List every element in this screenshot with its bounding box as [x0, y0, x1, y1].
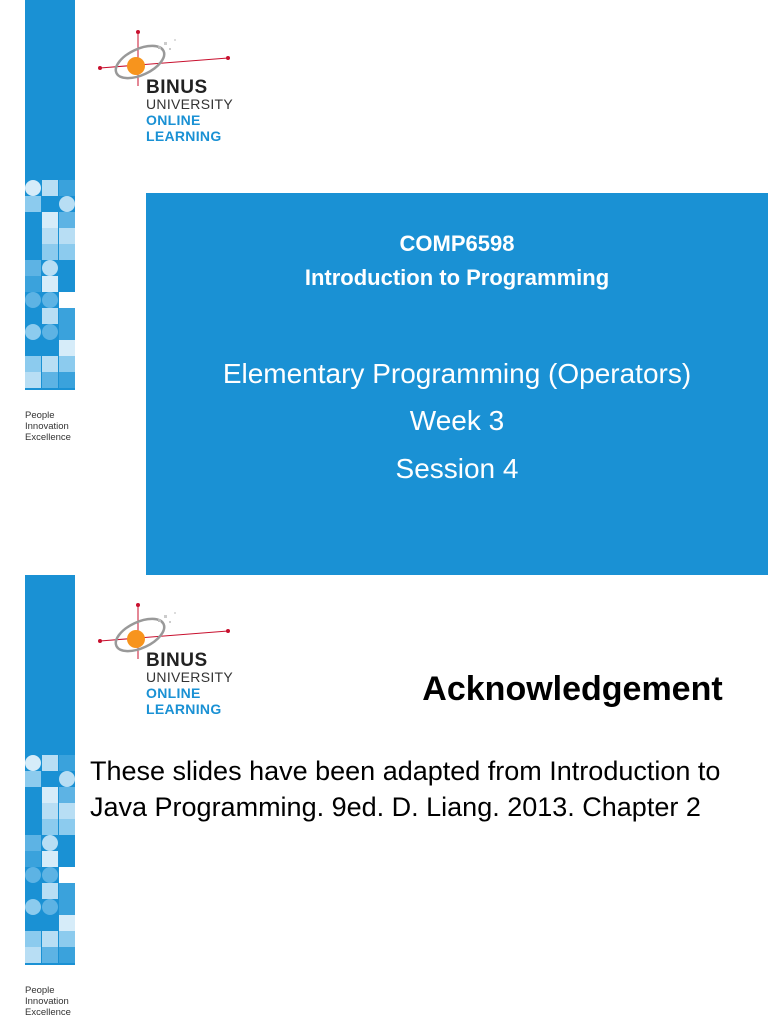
decorative-tile — [59, 771, 75, 787]
logo-brand: BINUS — [146, 77, 208, 98]
decorative-tile — [59, 372, 75, 388]
acknowledgement-heading: Acknowledgement — [422, 670, 723, 708]
decorative-tile — [59, 883, 75, 899]
decorative-tile — [59, 803, 75, 819]
side-decoration-strip — [25, 0, 75, 390]
decorative-tile — [59, 899, 75, 915]
decorative-tile — [59, 787, 75, 803]
decorative-tile — [59, 931, 75, 947]
tagline-excellence: Excellence — [25, 432, 71, 443]
decorative-tile — [59, 196, 75, 212]
decorative-tile — [25, 276, 41, 292]
decorative-tile — [25, 851, 41, 867]
decorative-tile — [42, 931, 58, 947]
decorative-tile — [42, 244, 58, 260]
decorative-tile — [59, 180, 75, 196]
decorative-tile — [42, 867, 58, 883]
decorative-tile — [59, 819, 75, 835]
decorative-tile — [59, 228, 75, 244]
course-code: COMP6598 — [399, 231, 515, 256]
decorative-tile — [42, 947, 58, 963]
decorative-tile — [59, 292, 75, 308]
decorative-tile — [59, 867, 75, 883]
decorative-tile — [42, 851, 58, 867]
decorative-tile — [42, 803, 58, 819]
decorative-tile — [42, 883, 58, 899]
decorative-tile — [59, 308, 75, 324]
title-box — [146, 193, 768, 575]
decorative-tile — [42, 260, 58, 276]
decorative-tile — [59, 755, 75, 771]
tagline — [25, 985, 71, 1018]
decorative-tile — [42, 819, 58, 835]
tagline-excellence: Excellence — [25, 1007, 71, 1018]
decorative-tile — [42, 180, 58, 196]
decorative-tile — [59, 915, 75, 931]
decorative-tiles — [25, 755, 75, 965]
topic-title: Elementary Programming (Operators) — [222, 358, 692, 389]
decorative-tile — [42, 292, 58, 308]
decorative-tile — [25, 372, 41, 388]
logo-online: ONLINE — [146, 685, 201, 701]
decorative-tile — [25, 180, 41, 196]
logo-brand: BINUS — [146, 650, 208, 671]
decorative-tile — [25, 196, 41, 212]
decorative-tile — [25, 835, 41, 851]
decorative-tile — [59, 324, 75, 340]
decorative-tile — [42, 835, 58, 851]
tagline — [25, 410, 71, 443]
tagline-innovation: Innovation — [25, 996, 69, 1007]
decorative-tile — [42, 228, 58, 244]
logo-university: UNIVERSITY — [146, 669, 234, 685]
decorative-tile — [25, 260, 41, 276]
decorative-tile — [59, 212, 75, 228]
decorative-tile — [59, 947, 75, 963]
decorative-tile — [59, 356, 75, 372]
binus-logo — [98, 28, 258, 158]
decorative-tile — [59, 244, 75, 260]
decorative-tile — [25, 292, 41, 308]
decorative-tile — [25, 771, 41, 787]
logo-learning: LEARNING — [146, 701, 222, 717]
acknowledgement-body: These slides have been adapted from Introduction to Java Programming. 9ed. D. Liang. 2013. Chapter 2 — [90, 756, 721, 822]
logo-wordmark — [146, 650, 234, 717]
decorative-tile — [59, 340, 75, 356]
logo-wordmark — [146, 77, 234, 144]
decorative-tile — [25, 324, 41, 340]
decorative-tile — [25, 899, 41, 915]
decorative-tile — [42, 899, 58, 915]
decorative-tile — [42, 212, 58, 228]
decorative-tile — [42, 276, 58, 292]
session-label: Session 4 — [395, 453, 519, 484]
tagline-people: People — [25, 985, 55, 996]
decorative-tile — [42, 324, 58, 340]
logo-learning: LEARNING — [146, 128, 222, 144]
decorative-tile — [25, 356, 41, 372]
decorative-tile — [25, 867, 41, 883]
course-name: Introduction to Programming — [304, 265, 610, 290]
decorative-tile — [25, 947, 41, 963]
side-decoration-strip — [25, 575, 75, 965]
decorative-tile — [42, 356, 58, 372]
decorative-tile — [25, 755, 41, 771]
week-label: Week 3 — [409, 405, 505, 436]
logo-university: UNIVERSITY — [146, 96, 234, 112]
logo-online: ONLINE — [146, 112, 201, 128]
decorative-tile — [42, 787, 58, 803]
acknowledgement-slide — [0, 575, 768, 1024]
tagline-people: People — [25, 410, 55, 421]
tagline-innovation: Innovation — [25, 421, 69, 432]
binus-logo — [98, 601, 258, 731]
decorative-tile — [25, 931, 41, 947]
decorative-tile — [42, 308, 58, 324]
decorative-tile — [42, 372, 58, 388]
decorative-tile — [42, 755, 58, 771]
decorative-tiles — [25, 180, 75, 390]
